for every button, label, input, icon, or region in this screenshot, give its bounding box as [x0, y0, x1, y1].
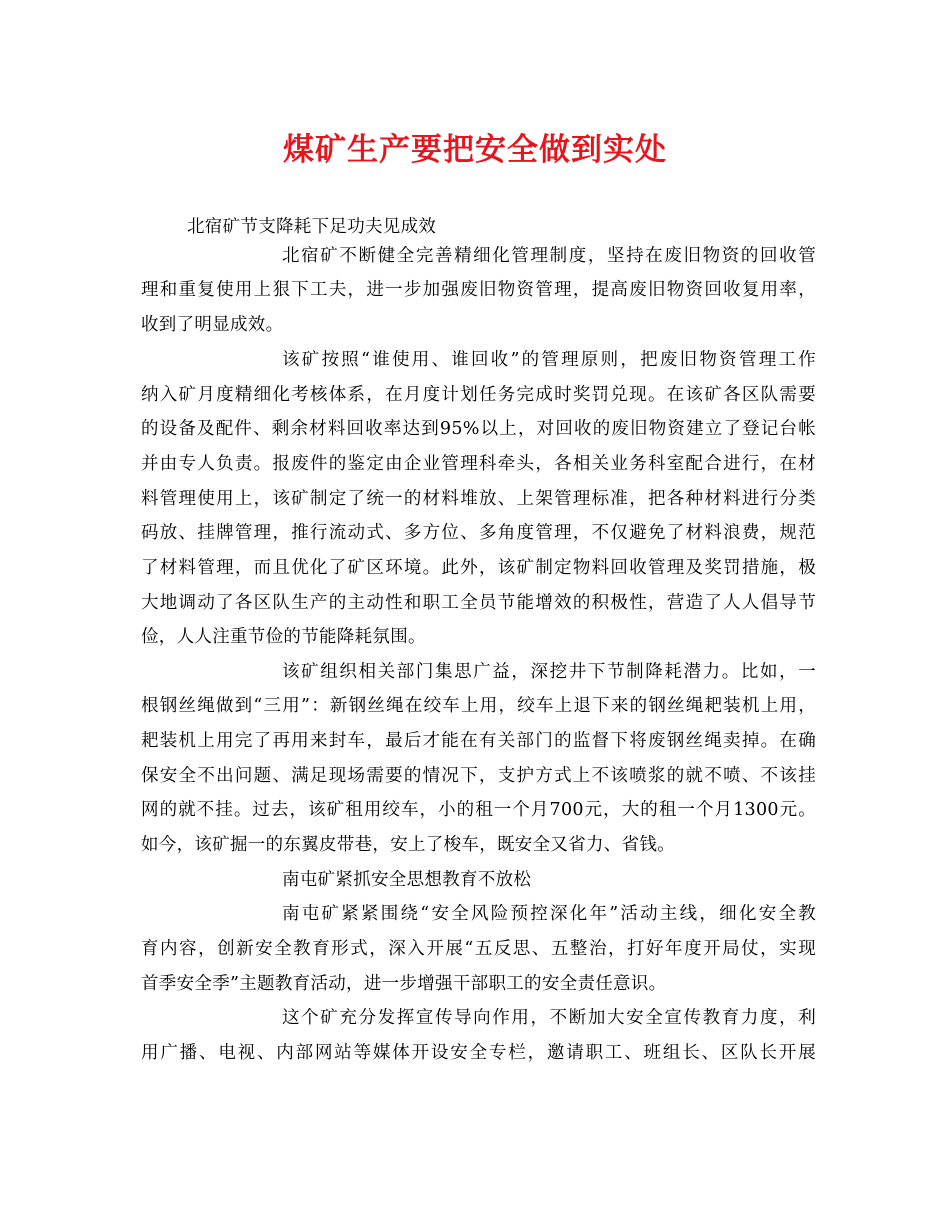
paragraph-line: 育内容，创新安全教育形式，深入开展“五反思、五整治，打好年度开局仗，实现: [141, 939, 816, 959]
document-title: 煤矿生产要把安全做到实处: [283, 132, 667, 168]
paragraph-line: 并由专人负责。报废件的鉴定由企业管理科牵头，各相关业务科室配合进行，在材: [141, 454, 816, 474]
paragraph-line: 了材料管理，而且优化了矿区环境。此外，该矿制定物料回收管理及奖罚措施，极: [141, 558, 816, 578]
paragraph-line: 南屯矿紧紧围绕“安全风险预控深化年”活动主线，细化安全教: [282, 904, 816, 924]
paragraph-line: 料管理使用上，该矿制定了统一的材料堆放、上架管理标准，把各种材料进行分类: [141, 489, 816, 509]
section-heading-beisu: 北宿矿节支降耗下足功夫见成效: [187, 217, 437, 237]
paragraph-line: 俭，人人注重节俭的节能降耗氛围。: [141, 627, 426, 647]
paragraph-line: 首季安全季”主题教育活动，进一步增强干部职工的安全责任意识。: [141, 974, 667, 994]
paragraph-line: 这个矿充分发挥宣传导向作用，不断加大安全宣传教育力度，利: [282, 1008, 816, 1028]
paragraph-line: 的设备及配件、剩余材料回收率达到95%以上，对回收的废旧物资建立了登记台帐: [141, 419, 816, 439]
paragraph-line: 保安全不出问题、满足现场需要的情况下，支护方式上不该喷浆的就不喷、不该挂: [141, 766, 816, 786]
paragraph-line: 耙装机上用完了再用来封车，最后才能在有关部门的监督下将废钢丝绳卖掉。在确: [141, 731, 816, 751]
paragraph-line: 该矿按照“谁使用、谁回收”的管理原则，把废旧物资管理工作: [282, 350, 816, 370]
paragraph-line: 理和重复使用上狠下工夫，进一步加强废旧物资管理，提高废旧物资回收复用率，: [141, 280, 816, 300]
paragraph-line: 收到了明显成效。: [141, 315, 284, 335]
paragraph-line: 码放、挂牌管理，推行流动式、多方位、多角度管理，不仅避免了材料浪费，规范: [141, 523, 816, 543]
paragraph-line: 该矿组织相关部门集思广益，深挖井下节制降耗潜力。比如，一: [282, 662, 816, 682]
paragraph-line: 根钢丝绳做到“三用”：新钢丝绳在绞车上用，绞车上退下来的钢丝绳耙装机上用，: [141, 696, 816, 716]
paragraph-line: 网的就不挂。过去，该矿租用绞车，小的租一个月700元，大的租一个月1300元。: [141, 800, 816, 820]
paragraph-line: 纳入矿月度精细化考核体系，在月度计划任务完成时奖罚兑现。在该矿各区队需要: [141, 385, 816, 405]
section-heading-nantun: 南屯矿紧抓安全思想教育不放松: [282, 870, 532, 890]
paragraph-line: 北宿矿不断健全完善精细化管理制度，坚持在废旧物资的回收管: [282, 246, 816, 266]
paragraph-line: 如今，该矿掘一的东翼皮带巷，安上了梭车，既安全又省力、省钱。: [141, 835, 675, 855]
paragraph-line: 大地调动了各区队生产的主动性和职工全员节能增效的积极性，营造了人人倡导节: [141, 593, 816, 613]
paragraph-line: 用广播、电视、内部网站等媒体开设安全专栏，邀请职工、班组长、区队长开展: [141, 1043, 816, 1063]
